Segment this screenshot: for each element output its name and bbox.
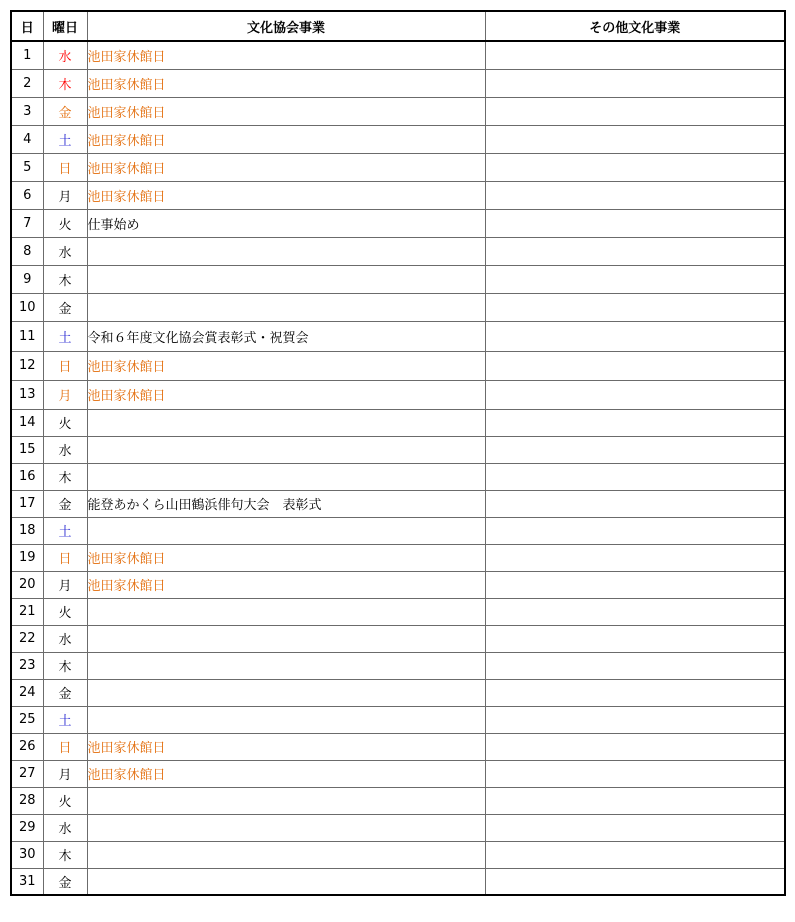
other-event-cell [485,814,785,841]
other-event-cell [485,125,785,153]
culture-event-cell: 令和６年度文化協会賞表彰式・祝賀会 [87,321,485,351]
day-cell: 18 [11,517,43,544]
other-event-cell [485,153,785,181]
day-cell: 7 [11,209,43,237]
other-event-cell [485,706,785,733]
table-row [11,814,785,841]
table-row [11,41,785,69]
day-of-week-cell: 金 [43,97,87,125]
other-event-cell [485,97,785,125]
other-event-cell [485,652,785,679]
culture-event-cell: 池田家休館日 [87,760,485,787]
culture-event-cell [87,436,485,463]
other-event-cell [485,625,785,652]
other-event-cell [485,209,785,237]
table-row [11,625,785,652]
day-cell: 3 [11,97,43,125]
day-of-week-cell: 金 [43,293,87,321]
day-of-week-cell: 火 [43,787,87,814]
day-cell: 8 [11,237,43,265]
other-event-cell [485,787,785,814]
day-cell: 31 [11,868,43,895]
table-row [11,787,785,814]
day-of-week-cell: 金 [43,490,87,517]
table-row [11,436,785,463]
culture-event-cell: 池田家休館日 [87,97,485,125]
other-event-cell [485,598,785,625]
other-event-cell [485,380,785,409]
other-event-cell [485,69,785,97]
day-cell: 16 [11,463,43,490]
day-of-week-cell: 月 [43,760,87,787]
other-event-cell [485,841,785,868]
day-cell: 30 [11,841,43,868]
culture-event-cell: 池田家休館日 [87,41,485,69]
day-cell: 10 [11,293,43,321]
day-of-week-cell: 木 [43,463,87,490]
day-of-week-cell: 土 [43,706,87,733]
other-event-cell [485,463,785,490]
table-row [11,841,785,868]
day-of-week-cell: 水 [43,625,87,652]
other-event-cell [485,293,785,321]
culture-event-cell [87,679,485,706]
culture-event-cell: 能登あかくら山田鶴浜俳句大会 表彰式 [87,490,485,517]
day-cell: 2 [11,69,43,97]
header-day-of-week: 曜日 [43,11,87,41]
day-cell: 13 [11,380,43,409]
day-of-week-cell: 金 [43,868,87,895]
day-of-week-cell: 火 [43,598,87,625]
culture-event-cell: 池田家休館日 [87,181,485,209]
day-cell: 28 [11,787,43,814]
table-row [11,544,785,571]
header-day: 日 [11,11,43,41]
culture-event-cell [87,293,485,321]
day-of-week-cell: 土 [43,321,87,351]
culture-event-cell [87,598,485,625]
other-event-cell [485,41,785,69]
culture-event-cell [87,409,485,436]
culture-event-cell: 池田家休館日 [87,125,485,153]
culture-event-cell [87,841,485,868]
table-row [11,409,785,436]
day-of-week-cell: 日 [43,733,87,760]
culture-event-cell: 池田家休館日 [87,544,485,571]
other-event-cell [485,436,785,463]
header-culture-association-events: 文化協会事業 [87,11,485,41]
day-cell: 24 [11,679,43,706]
day-cell: 6 [11,181,43,209]
table-row [11,490,785,517]
day-cell: 14 [11,409,43,436]
day-cell: 4 [11,125,43,153]
other-event-cell [485,321,785,351]
table-row [11,706,785,733]
day-of-week-cell: 日 [43,544,87,571]
culture-event-cell: 池田家休館日 [87,571,485,598]
culture-event-cell: 池田家休館日 [87,153,485,181]
table-row [11,760,785,787]
day-cell: 9 [11,265,43,293]
day-cell: 29 [11,814,43,841]
day-of-week-cell: 金 [43,679,87,706]
day-cell: 27 [11,760,43,787]
header-row [11,11,785,41]
culture-event-cell: 池田家休館日 [87,733,485,760]
day-cell: 15 [11,436,43,463]
day-of-week-cell: 水 [43,41,87,69]
table-row [11,293,785,321]
table-row [11,237,785,265]
table-row [11,125,785,153]
day-cell: 12 [11,351,43,380]
day-of-week-cell: 木 [43,841,87,868]
culture-event-cell: 池田家休館日 [87,380,485,409]
day-of-week-cell: 木 [43,265,87,293]
day-of-week-cell: 水 [43,814,87,841]
table-row [11,209,785,237]
other-event-cell [485,733,785,760]
day-cell: 20 [11,571,43,598]
other-event-cell [485,351,785,380]
table-row [11,598,785,625]
other-event-cell [485,868,785,895]
culture-event-cell [87,517,485,544]
culture-event-cell [87,787,485,814]
table-row [11,265,785,293]
day-cell: 25 [11,706,43,733]
table-row [11,351,785,380]
day-of-week-cell: 土 [43,517,87,544]
culture-event-cell: 仕事始め [87,209,485,237]
culture-event-cell [87,265,485,293]
other-event-cell [485,760,785,787]
day-cell: 21 [11,598,43,625]
day-of-week-cell: 月 [43,181,87,209]
table-row [11,69,785,97]
table-row [11,517,785,544]
table-row [11,679,785,706]
table-row [11,463,785,490]
schedule-body [11,41,785,895]
day-of-week-cell: 日 [43,351,87,380]
table-row [11,652,785,679]
table-row [11,181,785,209]
other-event-cell [485,181,785,209]
other-event-cell [485,544,785,571]
day-of-week-cell: 火 [43,409,87,436]
culture-event-cell [87,652,485,679]
table-row [11,868,785,895]
day-of-week-cell: 月 [43,571,87,598]
culture-event-cell [87,237,485,265]
culture-event-cell [87,463,485,490]
day-of-week-cell: 日 [43,153,87,181]
culture-event-cell: 池田家休館日 [87,69,485,97]
other-event-cell [485,679,785,706]
table-row [11,97,785,125]
table-row [11,153,785,181]
culture-event-cell [87,814,485,841]
day-cell: 5 [11,153,43,181]
day-of-week-cell: 水 [43,237,87,265]
culture-event-cell [87,868,485,895]
day-of-week-cell: 火 [43,209,87,237]
culture-event-cell [87,625,485,652]
day-of-week-cell: 木 [43,69,87,97]
day-cell: 19 [11,544,43,571]
other-event-cell [485,517,785,544]
day-of-week-cell: 水 [43,436,87,463]
day-cell: 17 [11,490,43,517]
culture-event-cell [87,706,485,733]
schedule-table [10,10,786,896]
culture-event-cell: 池田家休館日 [87,351,485,380]
day-of-week-cell: 月 [43,380,87,409]
table-row [11,380,785,409]
day-cell: 1 [11,41,43,69]
other-event-cell [485,409,785,436]
other-event-cell [485,490,785,517]
table-row [11,571,785,598]
day-cell: 23 [11,652,43,679]
day-cell: 11 [11,321,43,351]
table-row [11,321,785,351]
other-event-cell [485,571,785,598]
day-of-week-cell: 土 [43,125,87,153]
day-cell: 26 [11,733,43,760]
header-other-cultural-events: その他文化事業 [485,11,785,41]
other-event-cell [485,237,785,265]
table-row [11,733,785,760]
day-cell: 22 [11,625,43,652]
other-event-cell [485,265,785,293]
day-of-week-cell: 木 [43,652,87,679]
